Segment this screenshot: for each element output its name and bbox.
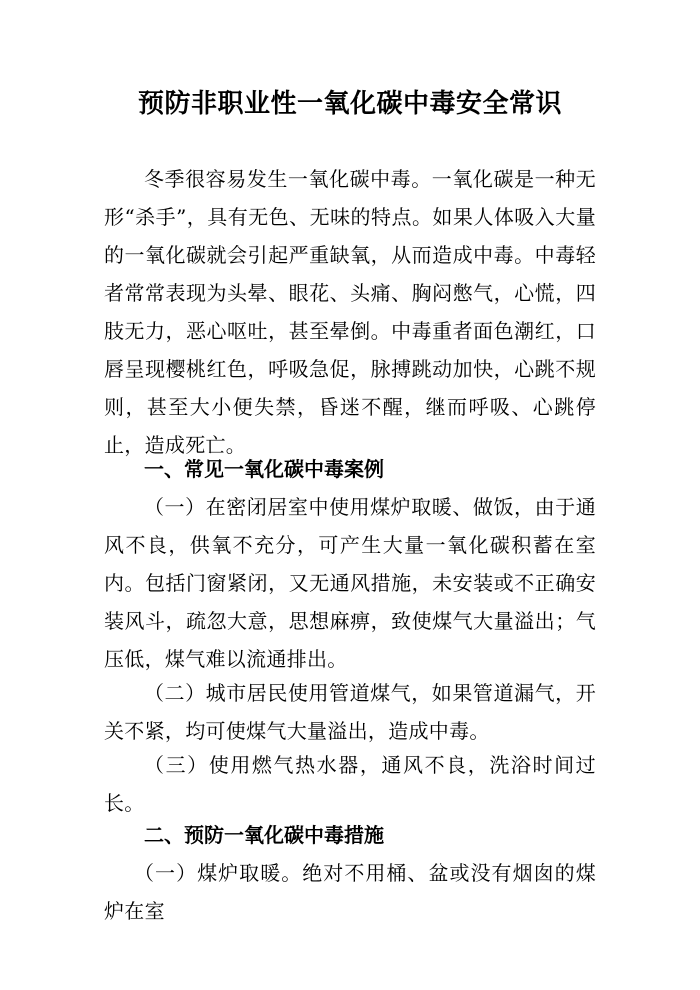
section-heading-measures: 二、预防一氧化碳中毒措施 <box>144 823 384 847</box>
case-paragraph-1: （一）在密闭居室中使用煤炉取暖、做饭，由于通风不良，供氧不充分，可产生大量一氧化碳积蓄在室内。包括门窗紧闭，又无通风措施，未安装或不正确安装风斗，疏忽大意，思想麻痹，致使煤气大量溢出；气压低，煤气难以流通排出。 <box>104 495 596 671</box>
page-title: 预防非职业性一氧化碳中毒安全常识 <box>137 89 562 119</box>
measure-paragraph-1: （一）煤炉取暖。绝对不用桶、盆或没有烟囱的煤炉在室 <box>104 861 596 923</box>
intro-paragraph: 冬季很容易发生一氧化碳中毒。一氧化碳是一种无形“杀手”，具有无色、无味的特点。如果人体吸入大量的一氧化碳就会引起严重缺氧，从而造成中毒。中毒轻者常常表现为头晕、眼花、头痛、胸闷憋气，心慌，四肢无力，恶心呕吐，甚至晕倒。中毒重者面色潮红，口唇呈现樱桃红色，呼吸急促，脉搏跳动加快，心跳不规则，甚至大小便失禁，昏迷不醒，继而呼吸、心跳停止，造成死亡。 <box>104 167 596 457</box>
case-paragraph-3: （三）使用燃气热水器，通风不良，洗浴时间过长。 <box>104 753 596 815</box>
section-heading-cases: 一、常见一氧化碳中毒案例 <box>144 457 384 481</box>
case-paragraph-2: （二）城市居民使用管道煤气，如果管道漏气，开关不紧，均可使煤气大量溢出，造成中毒。 <box>104 681 596 743</box>
